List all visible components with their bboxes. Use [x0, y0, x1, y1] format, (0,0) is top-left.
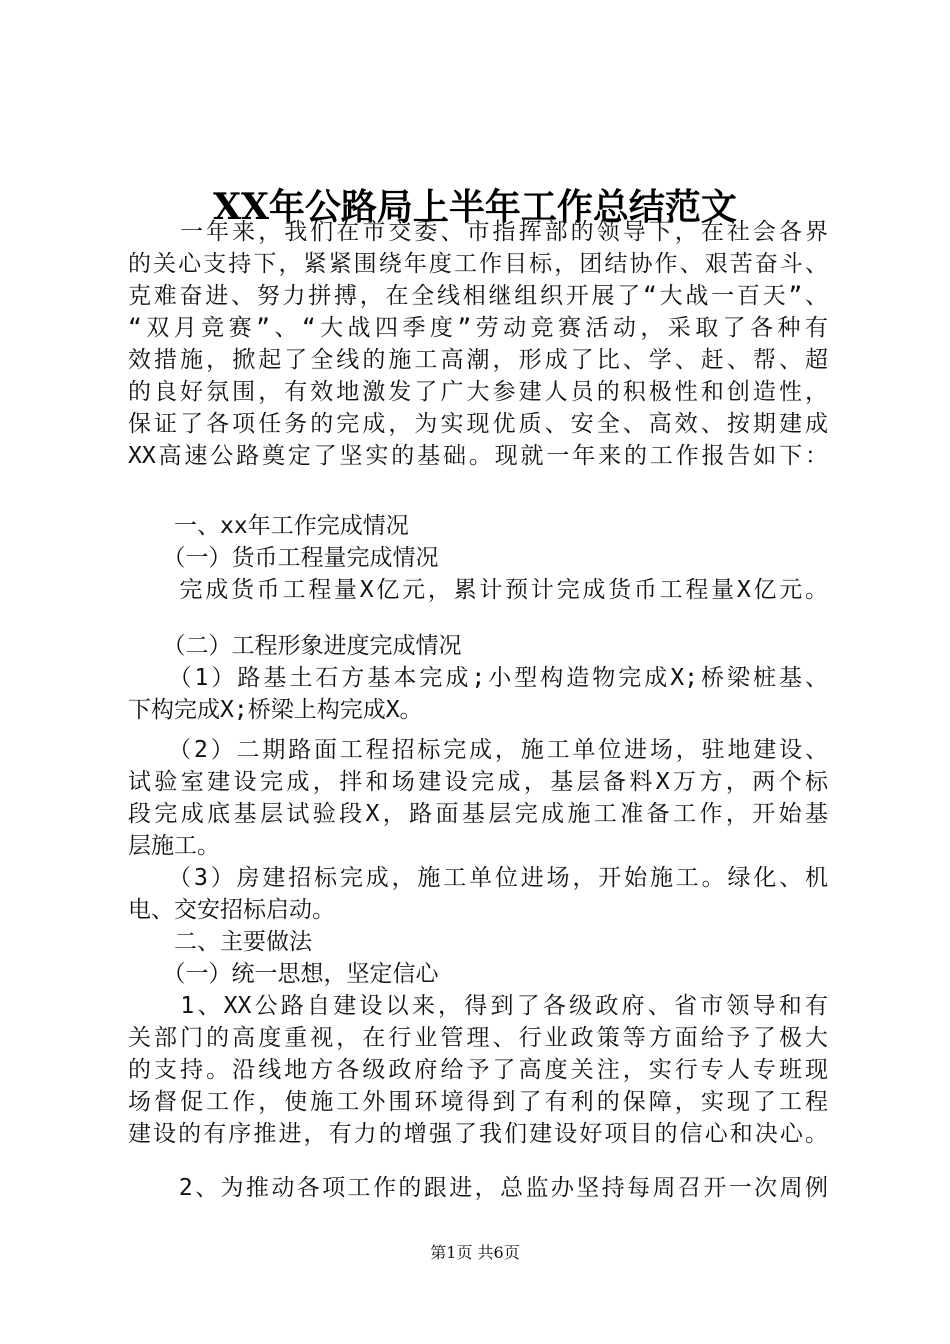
- paragraph-line: 关部门的高度重视，在行业管理、行业政策等方面给予了极大: [128, 1025, 828, 1051]
- paragraph-line: 电、交安招标启动。: [128, 897, 335, 923]
- paragraph-line: 2、为推动各项工作的跟进，总监办坚持每周召开一次周例: [128, 1175, 828, 1201]
- paragraph-line: XX高速公路奠定了坚实的基础。现就一年来的工作报告如下：: [128, 443, 828, 469]
- paragraph-line: 克难奋进、努力拼搏，在全线相继组织开展了“大战一百天”、: [128, 283, 828, 309]
- paragraph-line: 段完成底基层试验段X，路面基层完成施工准备工作，开始基: [128, 801, 828, 827]
- paragraph-line: 保证了各项任务的完成，为实现优质、安全、高效、按期建成: [128, 411, 828, 437]
- paragraph-line: 建设的有序推进，有力的增强了我们建设好项目的信心和决心。: [128, 1121, 828, 1147]
- paragraph-line: 的支持。沿线地方各级政府给予了高度关注，实行专人专班现: [128, 1057, 828, 1083]
- section-heading: 二、主要做法: [128, 929, 312, 955]
- paragraph-line: 的良好氛围，有效地激发了广大参建人员的积极性和创造性，: [128, 379, 828, 405]
- paragraph-line: 效措施，掀起了全线的施工高潮，形成了比、学、赶、帮、超: [128, 347, 828, 373]
- paragraph-line: 1、XX公路自建设以来，得到了各级政府、省市领导和有: [128, 993, 828, 1019]
- paragraph-line: “双月竞赛”、“大战四季度”劳动竞赛活动，采取了各种有: [128, 315, 828, 341]
- paragraph-line: 层施工。: [128, 833, 220, 859]
- paragraph-line: （3）房建招标完成，施工单位进场，开始施工。绿化、机: [128, 865, 828, 891]
- paragraph-line: （2）二期路面工程招标完成，施工单位进场，驻地建设、: [128, 737, 828, 763]
- paragraph-line: 场督促工作，使施工外围环境得到了有利的保障，实现了工程: [128, 1089, 828, 1115]
- paragraph-line: 的关心支持下，紧紧围绕年度工作目标，团结协作、艰苦奋斗、: [128, 251, 828, 277]
- subsection-heading: （一）货币工程量完成情况: [128, 545, 439, 571]
- page-number-footer: 第1页 共6页: [430, 1243, 520, 1262]
- paragraph-line: （1）路基土石方基本完成;小型构造物完成X;桥梁桩基、: [128, 665, 828, 691]
- document-title: XX年公路局上半年工作总结范文: [213, 186, 737, 228]
- subsection-heading: （二）工程形象进度完成情况: [128, 633, 462, 659]
- section-heading: 一、xx年工作完成情况: [128, 513, 409, 539]
- paragraph-line: 下构完成X;桥梁上构完成X。: [128, 697, 423, 723]
- paragraph-line: 完成货币工程量X亿元，累计预计完成货币工程量X亿元。: [128, 577, 828, 603]
- paragraph-line: 试验室建设完成，拌和场建设完成，基层备料X万方，两个标: [128, 769, 828, 795]
- subsection-heading: （一）统一思想，坚定信心: [128, 961, 439, 987]
- paragraph-line: 一年来，我们在市交委、市指挥部的领导下，在社会各界: [128, 219, 828, 245]
